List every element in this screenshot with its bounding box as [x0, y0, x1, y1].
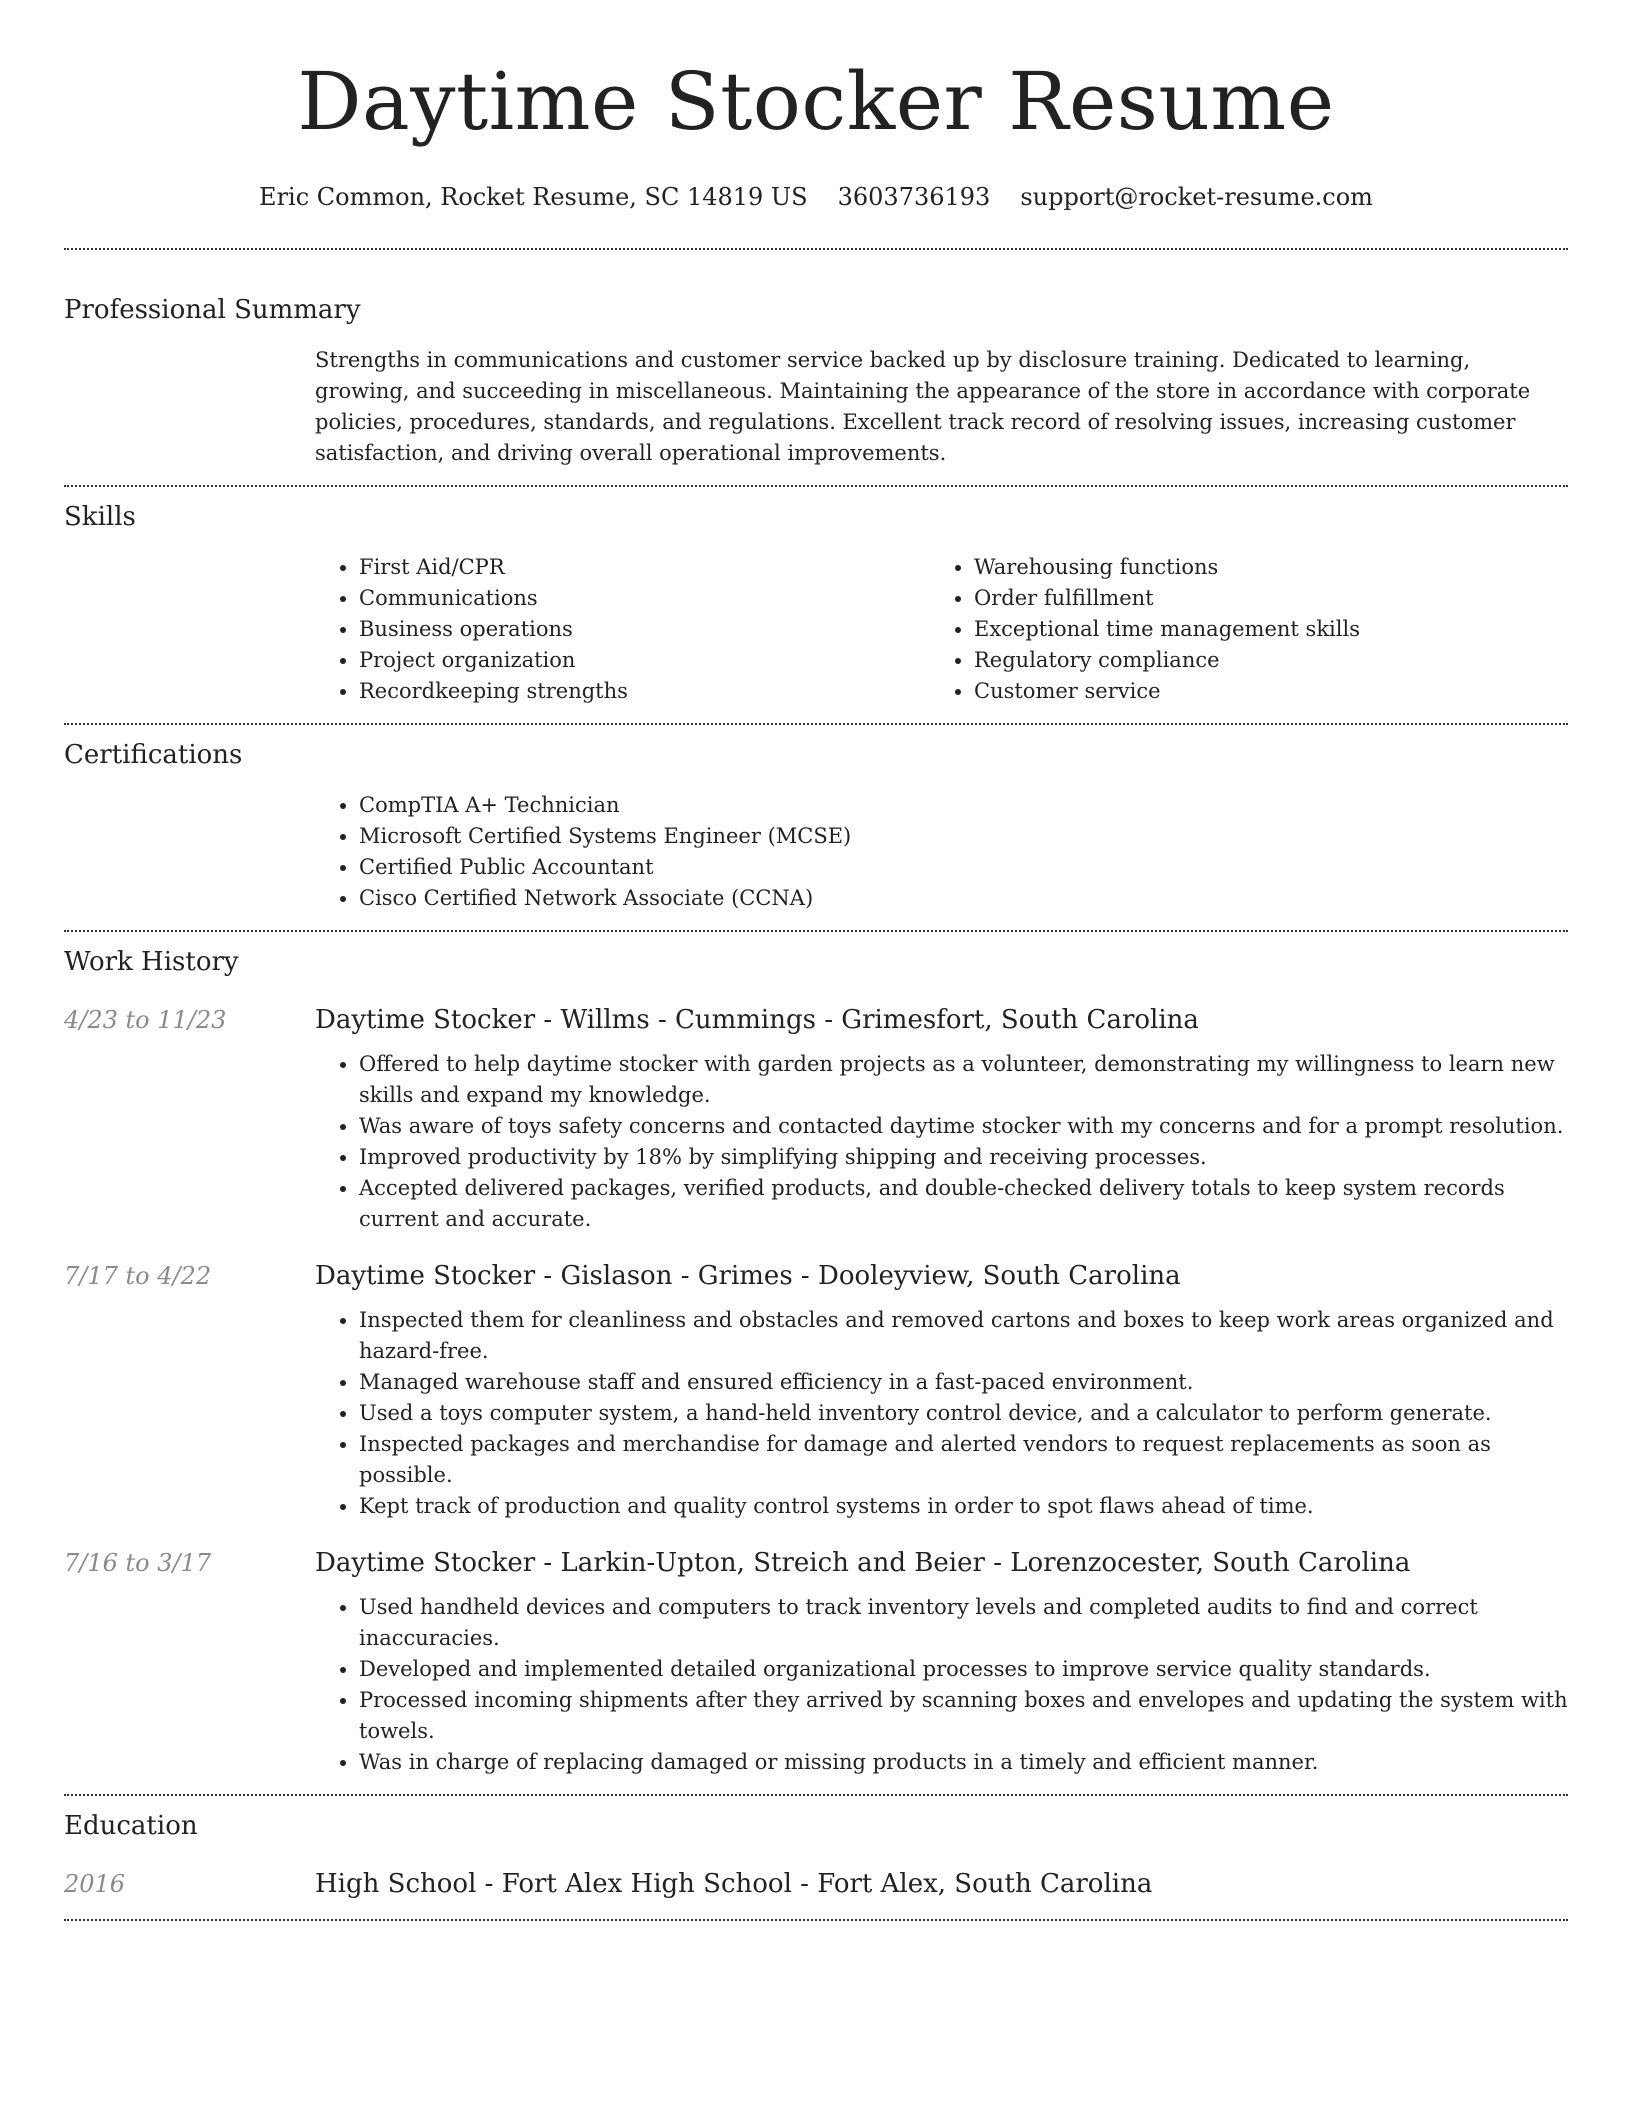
job-bullet: • Used handheld devices and computers to track inventory levels and completed audits to find and correct inaccuracies. [359, 1592, 1568, 1654]
skill-item: • Exceptional time management skills [974, 614, 1545, 645]
job-dates: 7/17 to 4/22 [64, 1262, 212, 1290]
job-title: Daytime Stocker - Gislason - Grimes - Dooleyview, South Carolina [315, 1261, 1181, 1291]
education-title: High School - Fort Alex High School - Fort Alex, South Carolina [315, 1869, 1153, 1899]
job-entry [64, 1003, 1568, 1235]
certification-item: • CompTIA A+ Technician [359, 790, 1568, 821]
job-bullet: • Inspected packages and merchandise for damage and alerted vendors to request replacements as soon as possible. [359, 1429, 1568, 1491]
job-bullets [315, 1305, 1568, 1522]
skill-item: • Regulatory compliance [974, 645, 1545, 676]
contact-line [64, 180, 1568, 214]
education-entry [64, 1867, 1568, 1901]
summary-section [64, 293, 1568, 469]
skills-list-left [315, 552, 930, 707]
skill-item: • Order fulfillment [974, 583, 1545, 614]
job-dates: 4/23 to 11/23 [64, 1006, 227, 1034]
certification-item: • Certified Public Accountant [359, 852, 1568, 883]
skill-item: • Communications [359, 583, 930, 614]
skills-list-right [930, 552, 1545, 707]
certification-item: • Cisco Certified Network Associate (CCNA) [359, 883, 1568, 914]
skills-section [64, 500, 1568, 707]
divider [64, 485, 1568, 487]
job-dates: 7/16 to 3/17 [64, 1549, 212, 1577]
work-history-section [64, 945, 1568, 1778]
job-title: Daytime Stocker - Larkin-Upton, Streich and Beier - Lorenzocester, South Carolina [315, 1548, 1411, 1578]
certifications-section [64, 738, 1568, 914]
job-bullet: • Used a toys computer system, a hand-held inventory control device, and a calculator to perform generate. [359, 1398, 1568, 1429]
education-heading: Education [64, 1811, 198, 1841]
certification-item: • Microsoft Certified Systems Engineer (MCSE) [359, 821, 1568, 852]
skill-item: • Warehousing functions [974, 552, 1545, 583]
education-year: 2016 [64, 1870, 126, 1898]
job-bullet: • Was aware of toys safety concerns and contacted daytime stocker with my concerns and for a prompt resolution. [359, 1111, 1568, 1142]
divider [64, 1919, 1568, 1921]
job-bullet: • Offered to help daytime stocker with garden projects as a volunteer, demonstrating my willingness to learn new skills and expand my knowledge. [359, 1049, 1568, 1111]
job-entry [64, 1546, 1568, 1778]
skills-heading: Skills [64, 502, 136, 532]
job-bullet: • Developed and implemented detailed organizational processes to improve service quality standards. [359, 1654, 1568, 1685]
skill-item: • Customer service [974, 676, 1545, 707]
divider [64, 248, 1568, 250]
job-bullet: • Inspected them for cleanliness and obstacles and removed cartons and boxes to keep work areas organized and hazard-free. [359, 1305, 1568, 1367]
work-history-heading: Work History [64, 947, 239, 977]
skill-item: • Business operations [359, 614, 930, 645]
resume-title: Daytime Stocker Resume [297, 55, 1335, 148]
job-bullet: • Accepted delivered packages, verified products, and double-checked delivery totals to keep system records current and accurate. [359, 1173, 1568, 1235]
contact-email: support@rocket-resume.com [1020, 183, 1373, 211]
skill-item: • Recordkeeping strengths [359, 676, 930, 707]
job-bullet: • Was in charge of replacing damaged or missing products in a timely and efficient manner. [359, 1747, 1568, 1778]
job-bullet: • Kept track of production and quality control systems in order to spot flaws ahead of time. [359, 1491, 1568, 1522]
job-bullet: • Managed warehouse staff and ensured efficiency in a fast-paced environment. [359, 1367, 1568, 1398]
summary-heading: Professional Summary [64, 295, 361, 325]
job-entry [64, 1259, 1568, 1522]
divider [64, 1794, 1568, 1796]
contact-phone: 3603736193 [837, 183, 991, 211]
education-section [64, 1809, 1568, 1901]
skill-item: • Project organization [359, 645, 930, 676]
certifications-heading: Certifications [64, 740, 243, 770]
job-bullet: • Improved productivity by 18% by simplifying shipping and receiving processes. [359, 1142, 1568, 1173]
skill-item: • First Aid/CPR [359, 552, 930, 583]
divider [64, 723, 1568, 725]
skills-grid [315, 552, 1568, 707]
certifications-list [315, 790, 1568, 914]
job-bullets [315, 1592, 1568, 1778]
job-bullets [315, 1049, 1568, 1235]
summary-text: Strengths in communications and customer service backed up by disclosure training. Dedicated to learning, growing, and succeeding in miscellaneous. Maintaining the appearance of the store in accordance with corporate policies, procedures, standards, and regulations. Excellent track record of resolving issues, increasing customer satisfaction, and driving overall operational improvements. [315, 348, 1531, 465]
job-bullet: • Processed incoming shipments after they arrived by scanning boxes and envelopes and updating the system with towels. [359, 1685, 1568, 1747]
job-title: Daytime Stocker - Willms - Cummings - Grimesfort, South Carolina [315, 1005, 1199, 1035]
divider [64, 930, 1568, 932]
contact-address: Eric Common, Rocket Resume, SC 14819 US [259, 183, 808, 211]
